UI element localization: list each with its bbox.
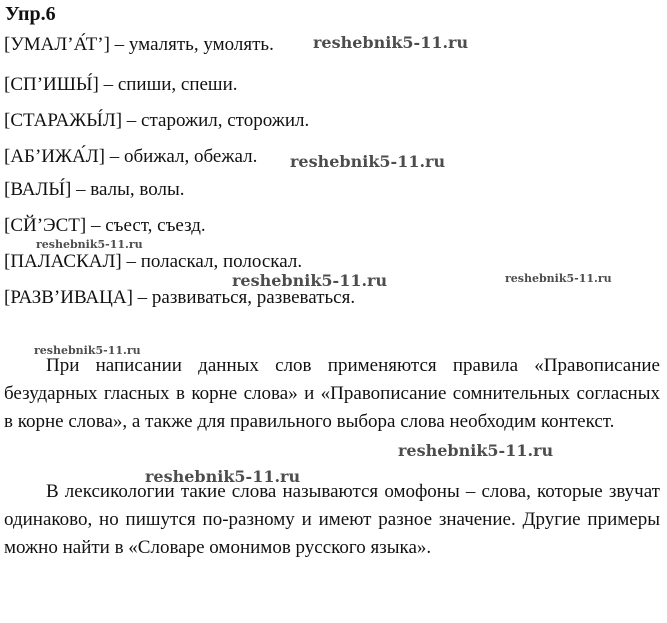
paragraph-homophones	[4, 478, 660, 562]
entry-6: [СЙ’ЭСТ] – съест, съезд.	[4, 215, 206, 236]
entry-5: [ВАЛЫ́] – валы, волы.	[4, 179, 185, 200]
entry-1: [УМАЛ’А́Т’] – умалять, умолять.	[4, 34, 274, 55]
entry-7: [ПАЛАСКАЛ] – поласкал, полоскал.	[4, 251, 303, 272]
watermark: reshebnik5-11.ru	[398, 441, 554, 460]
watermark: reshebnik5-11.ru	[34, 344, 141, 357]
entry-8: [РАЗВ’ИВАЦА] – развиваться, развеваться.	[4, 287, 356, 308]
watermark: reshebnik5-11.ru	[36, 238, 143, 251]
entry-2: [СП’ИШЫ́] – спиши, спеши.	[4, 74, 238, 95]
watermark: reshebnik5-11.ru	[313, 33, 469, 52]
watermark: reshebnik5-11.ru	[145, 467, 301, 486]
exercise-title: Упр.6	[5, 3, 56, 25]
paragraph-rules	[4, 352, 660, 436]
watermark: reshebnik5-11.ru	[290, 152, 446, 171]
entry-4: [АБ’ИЖА́Л] – обижал, обежал.	[4, 146, 258, 167]
entry-3: [СТАРАЖЫ́Л] – старожил, сторожил.	[4, 110, 310, 131]
paragraph-homophones-text: В лексикологии такие слова называются омофоны – слова, которые звучат одинаково, но пишутся по-разному и имеют разное значение. Другие примеры можно найти в «Словаре омонимов русского языка».	[4, 481, 660, 558]
watermark: reshebnik5-11.ru	[505, 272, 612, 285]
watermark: reshebnik5-11.ru	[232, 271, 388, 290]
paragraph-rules-text: При написании данных слов применяются правила «Правописание безударных гласных в корне слова» и «Правописание сомнительных согласных в корне слова», а также для правильного выбора слова необходим контекст.	[4, 355, 660, 432]
